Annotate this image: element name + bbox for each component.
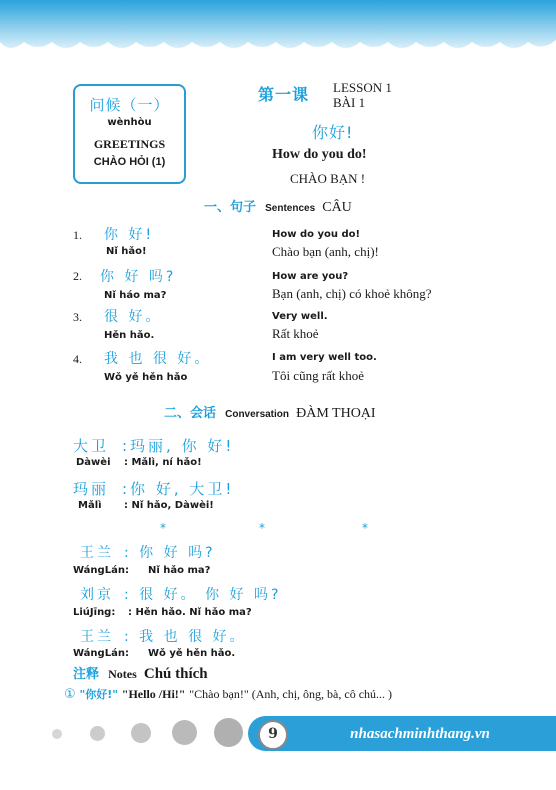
footer-dot xyxy=(52,729,62,739)
sentence-cn: 我 也 很 好。 xyxy=(104,351,212,367)
dialog-line-pinyin: : Hěn hǎo. Nǐ hǎo ma? xyxy=(128,607,252,618)
lesson-title-cn: 你好! xyxy=(312,123,354,142)
speaker-cn: 王兰 xyxy=(80,629,114,645)
dialog-line-cn: : 很 好。 你 好 吗? xyxy=(124,587,282,603)
speaker-pinyin: Dàwèi xyxy=(76,457,111,468)
sentence-number: 1. xyxy=(73,228,82,242)
lesson-title-vi: CHÀO BẠN ! xyxy=(290,171,366,186)
sentence-cn: 很 好。 xyxy=(104,309,163,325)
lesson-number-en: LESSON 1 xyxy=(333,80,392,95)
speaker-cn: 刘京 xyxy=(80,587,114,603)
lesson-number-vi: BÀI 1 xyxy=(333,95,366,110)
sentence-vi: Bạn (anh, chị) có khoẻ không? xyxy=(272,286,432,301)
sentence-number: 2. xyxy=(73,269,82,283)
speaker-pinyin: Mǎlì xyxy=(78,500,102,511)
dialog-line-cn: : 我 也 很 好。 xyxy=(124,629,247,645)
section2-vi: ĐÀM THOẠI xyxy=(296,406,376,421)
dialog-line-cn: :你 好, 大卫! xyxy=(122,480,235,498)
sentence-pinyin: Wǒ yě hěn hǎo xyxy=(104,372,188,383)
speaker-cn: 玛丽 xyxy=(73,480,110,498)
lesson-box-title-cn: 问候（一） xyxy=(89,96,170,114)
dialog-line-cn: :玛丽, 你 好! xyxy=(122,437,235,455)
page-number-badge xyxy=(258,720,288,750)
page-number: 9 xyxy=(268,726,278,742)
note-marker: ① xyxy=(64,687,76,702)
dialog-line-cn: : 你 好 吗? xyxy=(124,545,216,561)
speaker-cn: 大卫 xyxy=(73,437,110,455)
sentence-vi: Chào bạn (anh, chị)! xyxy=(272,244,379,259)
speaker-pinyin: LiúJīng: xyxy=(73,607,116,618)
sentence-vi: Tôi cũng rất khoẻ xyxy=(272,368,365,383)
sentence-pinyin: Hěn hǎo. xyxy=(104,330,155,341)
sentence-en: How are you? xyxy=(272,271,349,282)
section-heading-sentences xyxy=(204,196,352,216)
lesson-box-vi: CHÀO HỎI (1) xyxy=(93,156,166,168)
separator-star: * xyxy=(160,521,169,535)
section2-cn: 二、会话 xyxy=(164,406,217,421)
dialog-line-pinyin: : Nǐ hǎo, Dàwèi! xyxy=(124,500,214,511)
speaker-pinyin: WángLán: xyxy=(73,565,129,576)
section1-en: Sentences xyxy=(265,203,316,214)
dialog-line-pinyin: Wǒ yě hěn hǎo. xyxy=(148,648,236,659)
notes-vi: Chú thích xyxy=(143,666,208,682)
sentence-number: 3. xyxy=(73,310,82,324)
notes-cn: 注释 xyxy=(73,667,100,682)
notes-heading xyxy=(73,663,208,683)
lesson-title-box xyxy=(73,84,186,184)
sentence-cn: 你 好 吗? xyxy=(100,269,177,285)
footer-dot xyxy=(214,718,243,747)
note-item-cn: "你好!" xyxy=(79,688,118,701)
note-item xyxy=(64,686,392,702)
lesson-box-en: GREETINGS xyxy=(93,137,166,151)
sentence-en: How do you do! xyxy=(272,229,361,240)
sentence-en: Very well. xyxy=(272,311,328,322)
sentence-cn: 你 好! xyxy=(104,227,155,243)
notes-en: Notes xyxy=(108,667,137,681)
note-item-vi: "Chào bạn!" (Anh, chị, ông, bà, cô chú... ) xyxy=(189,687,393,701)
lesson-number-cn: 第一课 xyxy=(258,85,310,104)
footer-dot xyxy=(172,720,197,745)
sentence-number: 4. xyxy=(73,352,82,366)
dialog-line-pinyin: : Mǎlì, ní hǎo! xyxy=(124,457,202,468)
section-heading-conversation xyxy=(164,402,376,422)
speaker-pinyin: WángLán: xyxy=(73,648,129,659)
top-banner xyxy=(0,0,556,60)
section2-en: Conversation xyxy=(225,409,290,420)
sentence-pinyin: Nǐ háo ma? xyxy=(104,290,167,301)
separator-star: * xyxy=(259,521,268,535)
section1-cn: 一、句子 xyxy=(204,200,257,215)
note-item-en: "Hello /Hi!" xyxy=(121,687,186,701)
footer-dot xyxy=(131,723,151,743)
separator-star: * xyxy=(362,521,371,535)
footer-dot xyxy=(90,726,105,741)
dialog-line-pinyin: Nǐ hǎo ma? xyxy=(148,565,211,576)
lesson-title-en: How do you do! xyxy=(272,147,367,162)
speaker-cn: 王兰 xyxy=(80,545,114,561)
sentence-vi: Rất khoẻ xyxy=(272,326,319,341)
website-link[interactable]: nhasachminhthang.vn xyxy=(350,726,490,742)
sentence-en: I am very well too. xyxy=(272,352,377,363)
lesson-box-pinyin: wènhòu xyxy=(107,117,152,128)
sentence-pinyin: Nǐ hǎo! xyxy=(106,246,147,257)
section1-vi: CÂU xyxy=(322,200,352,215)
